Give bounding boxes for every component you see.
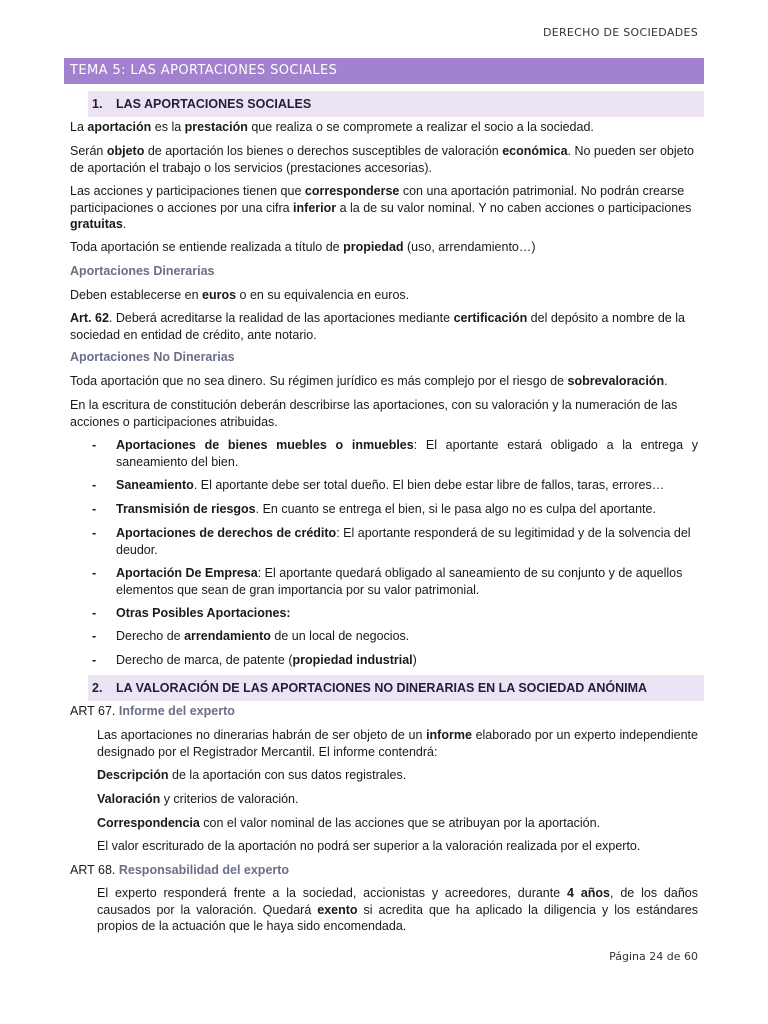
chapter-title: TEMA 5: LAS APORTACIONES SOCIALES <box>64 58 704 84</box>
section-label: LA VALORACIÓN DE LAS APORTACIONES NO DINERARIAS EN LA SOCIEDAD ANÓNIMA <box>116 681 648 695</box>
subheading-dinerarias: Aportaciones Dinerarias <box>70 264 215 278</box>
section-heading-2 <box>88 675 704 701</box>
section-number: 2. <box>92 681 103 695</box>
list-item: - Aportaciones de bienes muebles o inmuebles: El aportante estará obligado a la entrega y saneamiento del bien. <box>92 438 698 469</box>
paragraph-correspondencia: Correspondencia con el valor nominal de las acciones que se atribuyan por la aportación. <box>97 816 601 830</box>
list-item: - Saneamiento. El aportante debe ser total dueño. El bien debe estar libre de fallos, taras, errores… <box>92 478 665 492</box>
article-67-heading: ART 67. Informe del experto <box>70 704 235 718</box>
list-item: - Aportación De Empresa: El aportante quedará obligado al saneamiento de su conjunto y de aquellos elementos que sean de gran importancia por su valor patrimonial. <box>92 566 683 597</box>
paragraph-euros: Deben establecerse en euros o en su equivalencia en euros. <box>70 288 410 302</box>
paragraph-responsabilidad: El experto responderá frente a la sociedad, accionistas y acreedores, durante 4 años, de los daños causados por la valoración. Quedará exento si acredita que ha aplicado la diligencia y los estándares propios de la actuación que le haya sido encomendada. <box>97 886 698 933</box>
section-label: LAS APORTACIONES SOCIALES <box>116 97 312 111</box>
paragraph-propiedad: Toda aportación se entiende realizada a título de propiedad (uso, arrendamiento…) <box>70 240 536 254</box>
running-header: DERECHO DE SOCIEDADES <box>542 26 698 39</box>
paragraph-descripcion: Descripción de la aportación con sus datos registrales. <box>97 768 407 782</box>
paragraph-escritura: En la escritura de constitución deberán describirse las aportaciones, con su valoración y la numeración de las acciones o participaciones atribuidas. <box>70 398 678 429</box>
section-number: 1. <box>92 97 103 111</box>
list-item: - Derecho de marca, de patente (propiedad industrial) <box>92 653 417 667</box>
list-item: - Transmisión de riesgos. En cuanto se entrega el bien, si le pasa algo no es culpa del aportante. <box>92 502 656 516</box>
paragraph-art62: Art. 62. Deberá acreditarse la realidad de las aportaciones mediante certificación del depósito a nombre de la sociedad en entidad de crédito, ante notario. <box>70 311 685 342</box>
paragraph-aportacion: La aportación es la prestación que realiza o se compromete a realizar el socio a la sociedad. <box>70 120 594 134</box>
paragraph-objeto: Serán objeto de aportación los bienes o derechos susceptibles de valoración económica. No pueden ser objeto de aportación el trabajo o los servicios (prestaciones accesorias). <box>70 144 695 175</box>
paragraph-acciones: Las acciones y participaciones tienen que corresponderse con una aportación patrimonial. No podrán crearse participaciones o acciones por una cifra inferior a la de su valor nominal. Y no caben acciones o participaciones gratuitas. <box>70 184 692 231</box>
page-number: Página 24 de 60 <box>609 950 698 963</box>
paragraph-sobrevaloracion: Toda aportación que no sea dinero. Su régimen jurídico es más complejo por el riesgo de sobrevaloración. <box>70 374 668 388</box>
section-heading-1 <box>88 91 704 117</box>
paragraph-informe: Las aportaciones no dinerarias habrán de ser objeto de un informe elaborado por un experto independiente designado por el Registrador Mercantil. El informe contendrá: <box>97 728 698 759</box>
list-item: - Otras Posibles Aportaciones: <box>92 606 291 620</box>
list-item: - Derecho de arrendamiento de un local de negocios. <box>92 629 410 643</box>
paragraph-valor-escriturado: El valor escriturado de la aportación no podrá ser superior a la valoración realizada por el experto. <box>97 839 641 853</box>
list-item: - Aportaciones de derechos de crédito: El aportante responderá de su legitimidad y de la solvencia del deudor. <box>92 526 691 557</box>
paragraph-valoracion: Valoración y criterios de valoración. <box>97 792 299 806</box>
subheading-no-dinerarias: Aportaciones No Dinerarias <box>70 350 235 364</box>
article-68-heading: ART 68. Responsabilidad del experto <box>70 863 290 877</box>
